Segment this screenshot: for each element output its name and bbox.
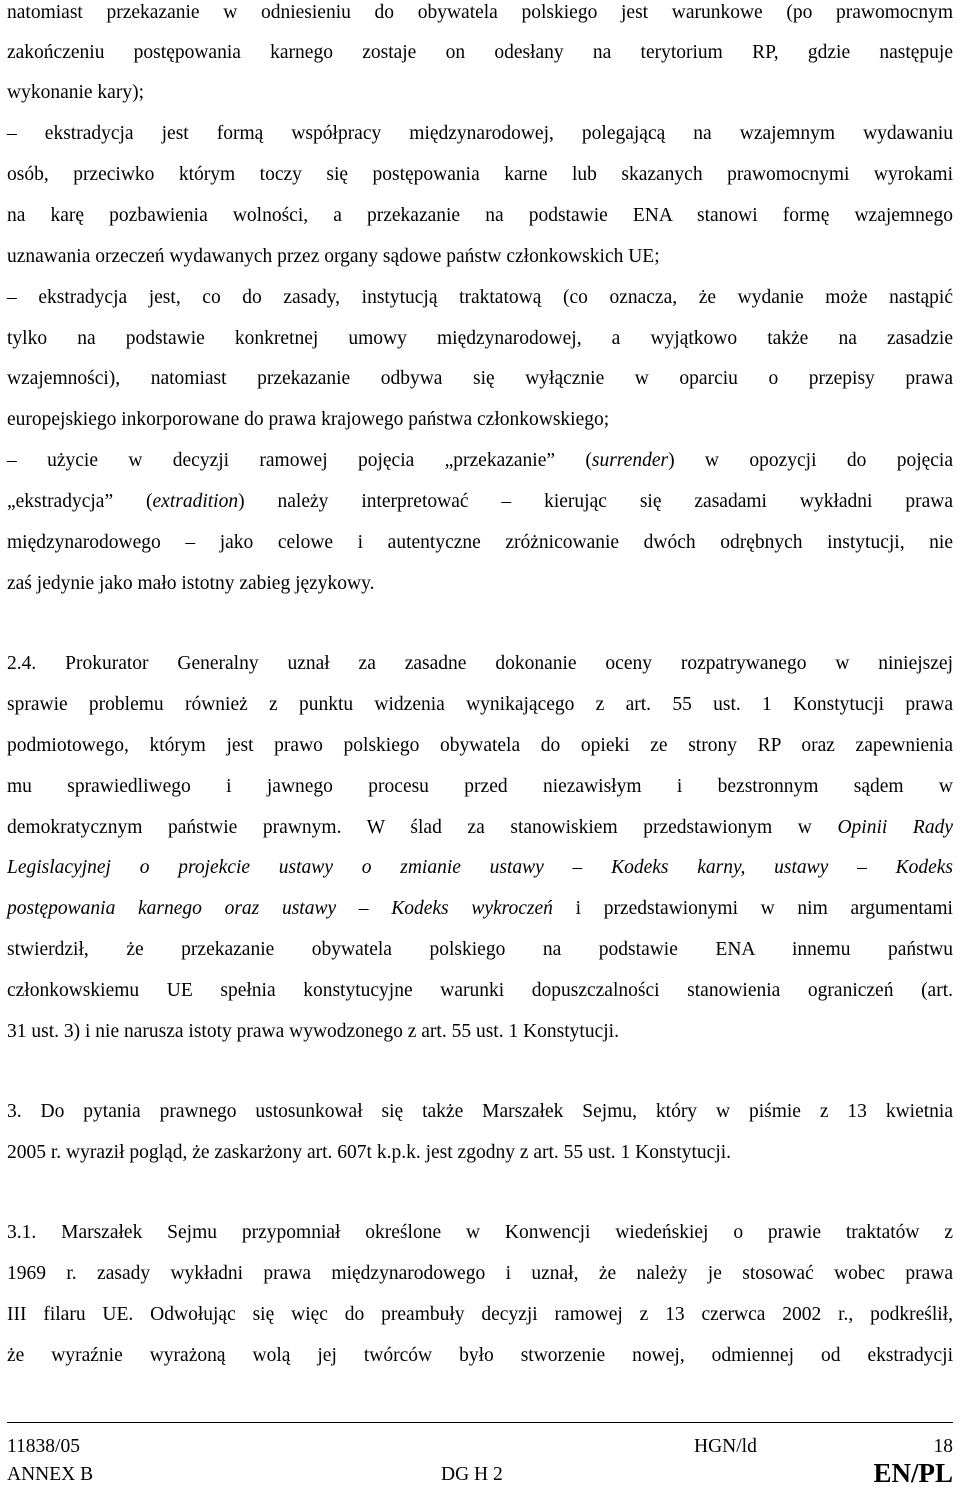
- text-line: [7, 286, 953, 310]
- text-line: [7, 122, 953, 146]
- text-segment: natomiast przekazanie w odniesieniu do obywatela polskiego jest warunkowe (po prawomocnym: [7, 2, 953, 23]
- text-segment: uznawania orzeczeń wydawanych przez organy sądowe państw członkowskich UE;: [7, 246, 660, 267]
- text-segment: stwierdził, że przekazanie obywatela polskiego na podstawie ENA innemu państwu: [7, 939, 953, 960]
- text-line: [7, 1141, 731, 1165]
- italic-text: postępowania karnego oraz ustawy – Kodeks wykroczeń: [7, 898, 553, 919]
- text-line: [7, 327, 953, 351]
- text-segment: ) należy interpretować – kierując się zasadami wykładni prawa: [238, 491, 953, 512]
- text-segment: 3. Do pytania prawnego ustosunkował się także Marszałek Sejmu, który w piśmie z 13 kwietnia: [7, 1101, 953, 1122]
- italic-text: extradition: [152, 491, 239, 512]
- text-line: [7, 897, 953, 921]
- text-segment: ) w opozycji do pojęcia: [668, 450, 953, 471]
- text-line: [7, 775, 953, 799]
- italic-text: Opinii Rady: [837, 817, 953, 838]
- text-line: [7, 1344, 953, 1368]
- text-segment: 1969 r. zasady wykładni prawa międzynarodowego i uznał, że należy je stosować wobec prawa: [7, 1263, 953, 1284]
- text-line: [7, 1303, 953, 1327]
- text-line: [7, 163, 953, 187]
- footer-rule: [7, 1422, 953, 1423]
- text-segment: – ekstradycja jest formą współpracy międzynarodowej, polegającą na wzajemnym wydawaniu: [7, 123, 953, 144]
- text-line: [7, 367, 953, 391]
- text-line: [7, 652, 953, 676]
- text-line: [7, 1262, 953, 1286]
- footer-doc-number: 11838/05: [7, 1436, 80, 1457]
- text-segment: tylko na podstawie konkretnej umowy międzynarodowej, a wyjątkowo także na zasadzie: [7, 328, 953, 349]
- footer-language: EN/PL: [873, 1458, 953, 1488]
- text-line: [7, 1221, 953, 1245]
- footer-initials: HGN/ld: [694, 1436, 757, 1457]
- text-segment: członkowskiemu UE spełnia konstytucyjne warunki dopuszczalności stanowienia ograniczeń (art.: [7, 980, 953, 1001]
- text-segment: „ekstradycja” (: [7, 491, 153, 512]
- text-line: [7, 693, 953, 717]
- text-segment: podmiotowego, którym jest prawo polskiego obywatela do opieki ze strony RP oraz zapewnienia: [7, 735, 953, 756]
- text-segment: 31 ust. 3) i nie narusza istoty prawa wywodzonego z art. 55 ust. 1 Konstytucji.: [7, 1021, 619, 1042]
- text-segment: europejskiego inkorporowane do prawa krajowego państwa członkowskiego;: [7, 409, 610, 430]
- footer-dg: DG H 2: [441, 1464, 503, 1485]
- text-line: [7, 245, 660, 269]
- italic-text: Legislacyjnej o projekcie ustawy o zmianie ustawy – Kodeks karny, ustawy – Kodeks: [7, 857, 953, 878]
- text-segment: demokratycznym państwie prawnym. W ślad za stanowiskiem przedstawionym w: [7, 817, 838, 838]
- text-segment: zaś jedynie jako mało istotny zabieg językowy.: [7, 573, 375, 594]
- text-segment: na karę pozbawienia wolności, a przekazanie na podstawie ENA stanowi formę wzajemnego: [7, 205, 953, 226]
- text-line: [7, 531, 953, 555]
- text-segment: osób, przeciwko którym toczy się postępowania karne lub skazanych prawomocnymi wyrokami: [7, 164, 953, 185]
- text-line: [7, 734, 953, 758]
- text-line: [7, 408, 609, 432]
- text-segment: że wyraźnie wyrażoną wolą jej twórców było stworzenie nowej, odmiennej od ekstradycji: [7, 1345, 953, 1366]
- italic-text: surrender: [591, 450, 669, 471]
- text-segment: 2.4. Prokurator Generalny uznał za zasadne dokonanie oceny rozpatrywanego w niniejszej: [7, 653, 953, 674]
- text-line: [7, 449, 953, 473]
- text-segment: i przedstawionymi w nim argumentami: [552, 898, 953, 919]
- footer-annex: ANNEX B: [7, 1464, 94, 1485]
- text-line: [7, 41, 953, 65]
- text-line: [7, 204, 953, 228]
- text-segment: III filaru UE. Odwołując się więc do preambuły decyzji ramowej z 13 czerwca 2002 r., podkreślił,: [7, 1304, 953, 1325]
- text-segment: zakończeniu postępowania karnego zostaje on odesłany na terytorium RP, gdzie następuje: [7, 42, 953, 63]
- text-line: [7, 816, 953, 840]
- text-segment: – użycie w decyzji ramowej pojęcia „przekazanie” (: [7, 450, 592, 471]
- text-segment: wykonanie kary);: [7, 82, 144, 103]
- text-segment: mu sprawiedliwego i jawnego procesu przed niezawisłym i bezstronnym sądem w: [7, 776, 953, 797]
- text-line: [7, 572, 375, 596]
- footer-page-number: 18: [933, 1436, 953, 1457]
- text-line: [7, 1020, 619, 1044]
- text-segment: – ekstradycja jest, co do zasady, instytucją traktatową (co oznacza, że wydanie może nastąpić: [7, 287, 953, 308]
- text-segment: 3.1. Marszałek Sejmu przypomniał określone w Konwencji wiedeńskiej o prawie traktatów z: [7, 1222, 953, 1243]
- text-line: [7, 81, 144, 105]
- text-segment: sprawie problemu również z punktu widzenia wynikającego z art. 55 ust. 1 Konstytucji prawa: [7, 694, 953, 715]
- text-line: [7, 856, 953, 880]
- text-segment: międzynarodowego – jako celowe i autentyczne zróżnicowanie dwóch odrębnych instytucji, nie: [7, 532, 953, 553]
- text-segment: 2005 r. wyraził pogląd, że zaskarżony art. 607t k.p.k. jest zgodny z art. 55 ust. 1 Konstytucji.: [7, 1142, 732, 1163]
- text-line: [7, 1100, 953, 1124]
- text-line: [7, 979, 953, 1003]
- text-line: [7, 490, 953, 514]
- text-line: [7, 1, 953, 25]
- text-line: [7, 938, 953, 962]
- text-segment: wzajemności), natomiast przekazanie odbywa się wyłącznie w oparciu o przepisy prawa: [7, 368, 953, 389]
